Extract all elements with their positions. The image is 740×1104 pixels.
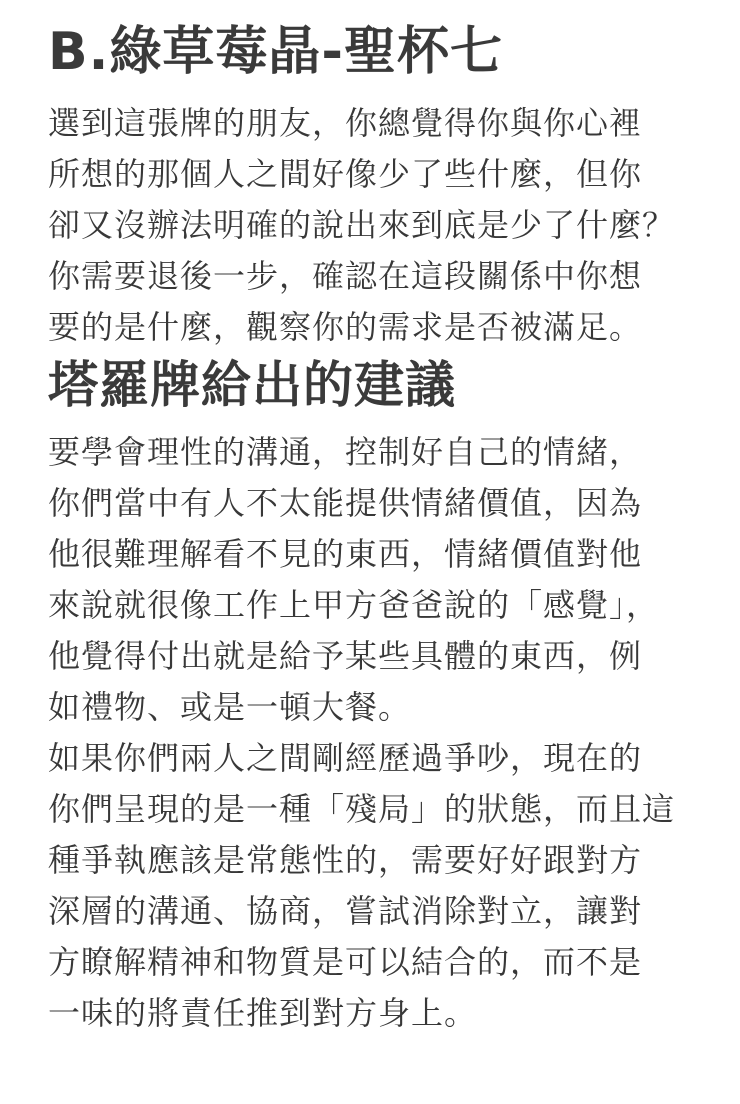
tarot-advice [48,419,740,1039]
advice-paragraph [48,733,740,1039]
card-description [48,98,740,353]
text-line: 選到這張牌的朋友，你總覺得你與你心裡 [48,104,643,142]
text-line: 如果你們兩人之間剛經歷過爭吵，現在的 [48,739,643,777]
text-line: 你們當中有人不太能提供情緒價值，因為 [48,484,643,522]
section-title-crystal-card: B.綠草莓晶-聖杯七 [48,22,503,82]
text-line: 深層的溝通、協商，嘗試消除對立，讓對 [48,892,643,930]
text-line: 方瞭解精神和物質是可以結合的，而不是 [48,943,643,981]
text-line: 如禮物、或是一頓大餐。 [48,688,412,726]
text-line: 你需要退後一步，確認在這段關係中你想 [48,257,643,295]
text-line: 要學會理性的溝通，控制好自己的情緒， [48,433,643,471]
text-line: 所想的那個人之間好像少了些什麼，但你 [48,155,643,193]
section-title-tarot-advice: 塔羅牌給出的建議 [48,356,456,414]
text-line: 你們呈現的是一種「殘局」的狀態，而且這 [48,790,676,828]
text-line: 種爭執應該是常態性的，需要好好跟對方 [48,841,643,879]
text-line: 他覺得付出就是給予某些具體的東西，例 [48,637,643,675]
text-line: 卻又沒辦法明確的說出來到底是少了什麼？ [48,206,676,244]
card-description-paragraph [48,98,740,353]
text-line: 一味的將責任推到對方身上。 [48,994,478,1032]
text-line: 來說就很像工作上甲方爸爸說的「感覺」， [48,586,660,624]
text-line: 他很難理解看不見的東西，情緒價值對他 [48,535,643,573]
text-line: 要的是什麼，觀察你的需求是否被滿足。 [48,308,643,346]
advice-paragraph [48,427,740,733]
